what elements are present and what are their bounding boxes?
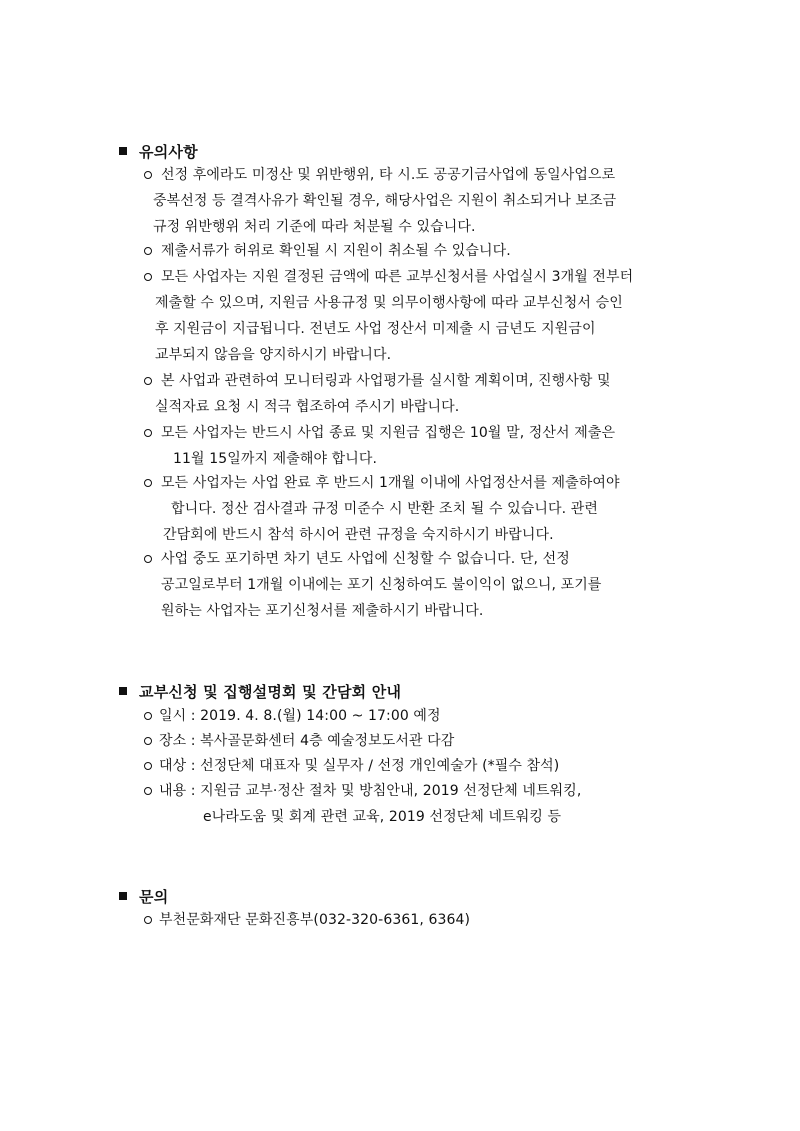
item-line: 사업 중도 포기하면 차기 년도 사업에 신청할 수 없습니다. 단, 선정: [161, 551, 570, 567]
item-line: 원하는 사업자는 포기신청서를 제출하시기 바랍니다.: [161, 603, 484, 619]
item-line: e나라도움 및 회계 관련 교육, 2019 선정단체 네트워킹 등: [203, 809, 562, 825]
circle-bullet-icon: [141, 420, 155, 446]
item-line: 11월 15일까지 제출해야 합니다.: [173, 451, 378, 467]
item-line: 제출할 수 있으며, 지원금 사용규정 및 의무이행사항에 따라 교부신청서 승인: [155, 295, 623, 311]
item-line: 본 사업과 관련하여 모니터링과 사업평가를 실시할 계획이며, 진행사항 및: [161, 373, 611, 389]
square-bullet-icon: [119, 892, 127, 900]
circle-bullet-icon: [141, 778, 155, 804]
circle-bullet-icon: [141, 728, 155, 754]
circle-bullet-icon: [141, 907, 155, 933]
item-line: 간담회에 반드시 참석 하시어 관련 규정을 숙지하시기 바랍니다.: [163, 527, 554, 543]
item-line: 부천문화재단 문화진흥부(032-320-6361, 6364): [159, 912, 471, 928]
square-bullet-icon: [119, 687, 127, 695]
item-line: 선정 후에라도 미정산 및 위반행위, 타 시.도 공공기금사업에 동일사업으로: [161, 167, 616, 183]
item-line: 공고일로부터 1개월 이내에는 포기 신청하여도 불이익이 없으니, 포기를: [161, 577, 602, 593]
item-line: 중복선정 등 결격사유가 확인될 경우, 해당사업은 지원이 취소되거나 보조금: [153, 193, 617, 209]
square-bullet-icon: [119, 147, 127, 155]
item-line: 내용 : 지원금 교부·정산 절차 및 방침안내, 2019 선정단체 네트워킹,: [159, 783, 582, 799]
circle-bullet-icon: [141, 264, 155, 290]
section-title: 교부신청 및 집행설명회 및 간담회 안내: [139, 682, 402, 701]
item-line: 모든 사업자는 반드시 사업 종료 및 지원금 집행은 10월 말, 정산서 제출은: [161, 425, 616, 441]
circle-bullet-icon: [141, 368, 155, 394]
item-line: 제출서류가 허위로 확인될 시 지원이 취소될 수 있습니다.: [161, 243, 511, 259]
item-line: 규정 위반행위 처리 기준에 따라 처분될 수 있습니다.: [153, 219, 476, 235]
circle-bullet-icon: [141, 162, 155, 188]
section-heading: [119, 883, 168, 909]
item-line: 교부되지 않음을 양지하시기 바랍니다.: [155, 347, 392, 363]
item-line: 장소 : 복사골문화센터 4층 예술정보도서관 다감: [159, 733, 455, 749]
item-line: 일시 : 2019. 4. 8.(월) 14:00 ~ 17:00 예정: [159, 708, 441, 724]
item-line: 합니다. 정산 검사결과 규정 미준수 시 반환 조치 될 수 있습니다. 관련: [171, 501, 598, 517]
item-line: 실적자료 요청 시 적극 협조하여 주시기 바랍니다.: [155, 399, 460, 415]
circle-bullet-icon: [141, 546, 155, 572]
section-title: 유의사항: [139, 142, 198, 161]
circle-bullet-icon: [141, 753, 155, 779]
section-heading: [119, 138, 198, 164]
circle-bullet-icon: [141, 238, 155, 264]
circle-bullet-icon: [141, 703, 155, 729]
item-line: 후 지원금이 지급됩니다. 전년도 사업 정산서 미제출 시 금년도 지원금이: [155, 321, 596, 337]
section-heading: [119, 678, 401, 704]
item-line: 모든 사업자는 지원 결정된 금액에 따른 교부신청서를 사업실시 3개월 전부터: [161, 269, 634, 285]
item-line: 대상 : 선정단체 대표자 및 실무자 / 선정 개인예술가 (*필수 참석): [159, 758, 560, 774]
section-title: 문의: [139, 887, 169, 906]
item-line: 모든 사업자는 사업 완료 후 반드시 1개월 이내에 사업정산서를 제출하여야: [161, 475, 620, 491]
circle-bullet-icon: [141, 470, 155, 496]
